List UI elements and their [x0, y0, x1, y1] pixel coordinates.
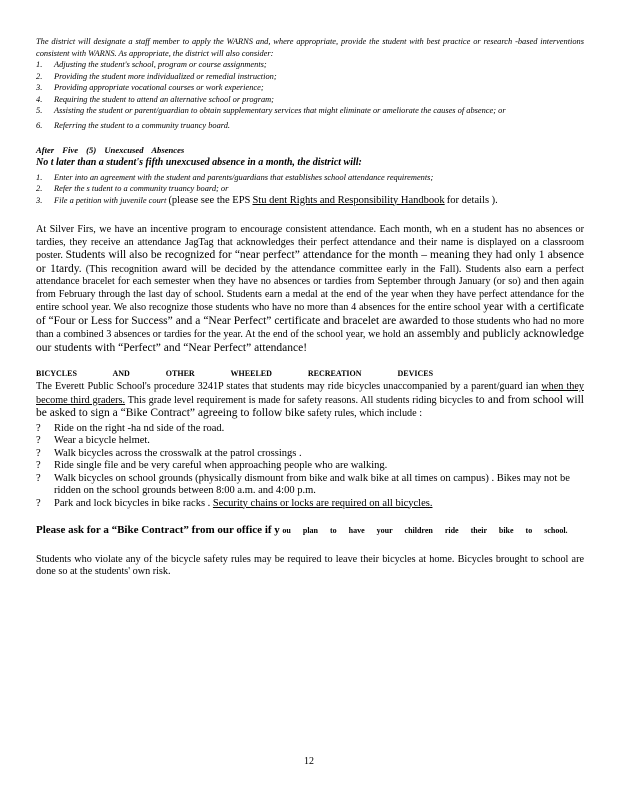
bicycles-heading: BICYCLES AND OTHER WHEELED RECREATION DEVICES [36, 369, 434, 378]
list-item: 6. Referring the student to a community truancy board. [36, 120, 231, 130]
list-item: 3. Providing appropriate vocational courses or work experience; [36, 83, 264, 92]
list-item: 5. Assisting the student or parent/guardian to obtain supplementary services that might eliminate or ameliorate the causes of absence; or [36, 106, 506, 115]
list-item: ? Ride on the right -ha nd side of the road. [36, 422, 225, 434]
document-page [36, 36, 584, 579]
list-item: 2. Refer the s tudent to a community truancy board; or [36, 184, 229, 193]
violation-paragraph: Students who violate any of the bicycle safety rules may be required to leave their bicycles at home. Bicycles brought to school are done so at the students' own risk. [36, 553, 584, 577]
page-number: 12 [304, 756, 314, 767]
list-item: 1. Enter into an agreement with the student and parents/guardians that establishes school attendance requirements; [36, 172, 434, 182]
after-five-list [36, 172, 584, 207]
list-item: 2. Providing the student more individualized or remedial instruction; [36, 71, 277, 81]
bicycles-intro: The Everett Public School's procedure 3241P states that students may ride bicycles unaccompanied by a parent/guard ian when they become third graders. This grade level requirement is made for safety reasons. All students riding bicycles to and from school will be asked to sign a “Bike Contract” agreeing to follow bike safety rules, which include : [36, 381, 585, 419]
list-item: 3. File a petition with juvenile court (please see the EPS Stu dent Rights and Responsibility Handbook for details ). [36, 194, 498, 206]
incentive-paragraph: At Silver Firs, we have an incentive program to encourage consistent attendance. Each month, wh en a student has no absences or tardies, they receive an attendance JagTag that acknowledges their perfect attendance and their name is displayed on a classroom poster. Students will also be recognized for “near perfect” attendance for the month – meaning they had only 1 absence or 1tardy. (This recognition award will be decided by the attendance committee early in the Fall). Students also earn a perfect attendance bracelet for each semester when they have no absences or tardies from September through January (or so) and then again from February through the last day of school. Students earn a medal at the end of the year when they have perfect attendance for the entire school year. We also recognize those students who have no more than 4 absences for the entire school year with a certificate of “Four or Less for Success” and a “Near Perfect” certificate and bracelet are awarded to those students who had no more than a combined 3 absences or tardies for the year. At the end of the school year, we hold an assembly and publicly acknowledge our students with “Perfect” and “Near Perfect” attendance! [36, 224, 585, 354]
list-item: ? Park and lock bicycles in bike racks . Security chains or locks are required on all bicycles. [36, 497, 433, 509]
after-five-heading: After Five (5) Unexcused Absences [36, 145, 185, 155]
list-item: 1. Adjusting the student's school, program or course assignments; [36, 60, 267, 69]
after-five-section [36, 145, 584, 206]
list-item: ? Wear a bicycle helmet. [36, 435, 150, 446]
bike-contract-note: Please ask for a “Bike Contract” from our office if y ou plan to have your children ride their bike to school. [36, 524, 568, 536]
after-five-subheading: No t later than a student's fifth unexcused absence in a month, the district will: [36, 156, 362, 168]
list-item: ? Ride single file and be very careful when approaching people who are walking. [36, 460, 388, 471]
list-item: 4. Requiring the student to attend an alternative school or program; [36, 94, 274, 104]
list-item: ? Walk bicycles on school grounds (physically dismount from bike and walk bike at all times on campus) . Bikes may not be ridden on the school grounds between 8:00 a.m. and 4:00 p.m. [36, 472, 570, 496]
handbook-link[interactable]: Stu dent Rights and Responsibility Handbook [252, 194, 445, 206]
warns-intro: The district will designate a staff member to apply the WARNS and, where appropriate, provide the student with best practice or research -based interventions consistent with WARNS. As appropriate, the district will also consider: [36, 37, 584, 58]
list-item: ? Walk bicycles across the crosswalk at the patrol crossings . [36, 447, 302, 459]
bike-rules-list [36, 423, 584, 511]
warns-list [36, 59, 584, 131]
